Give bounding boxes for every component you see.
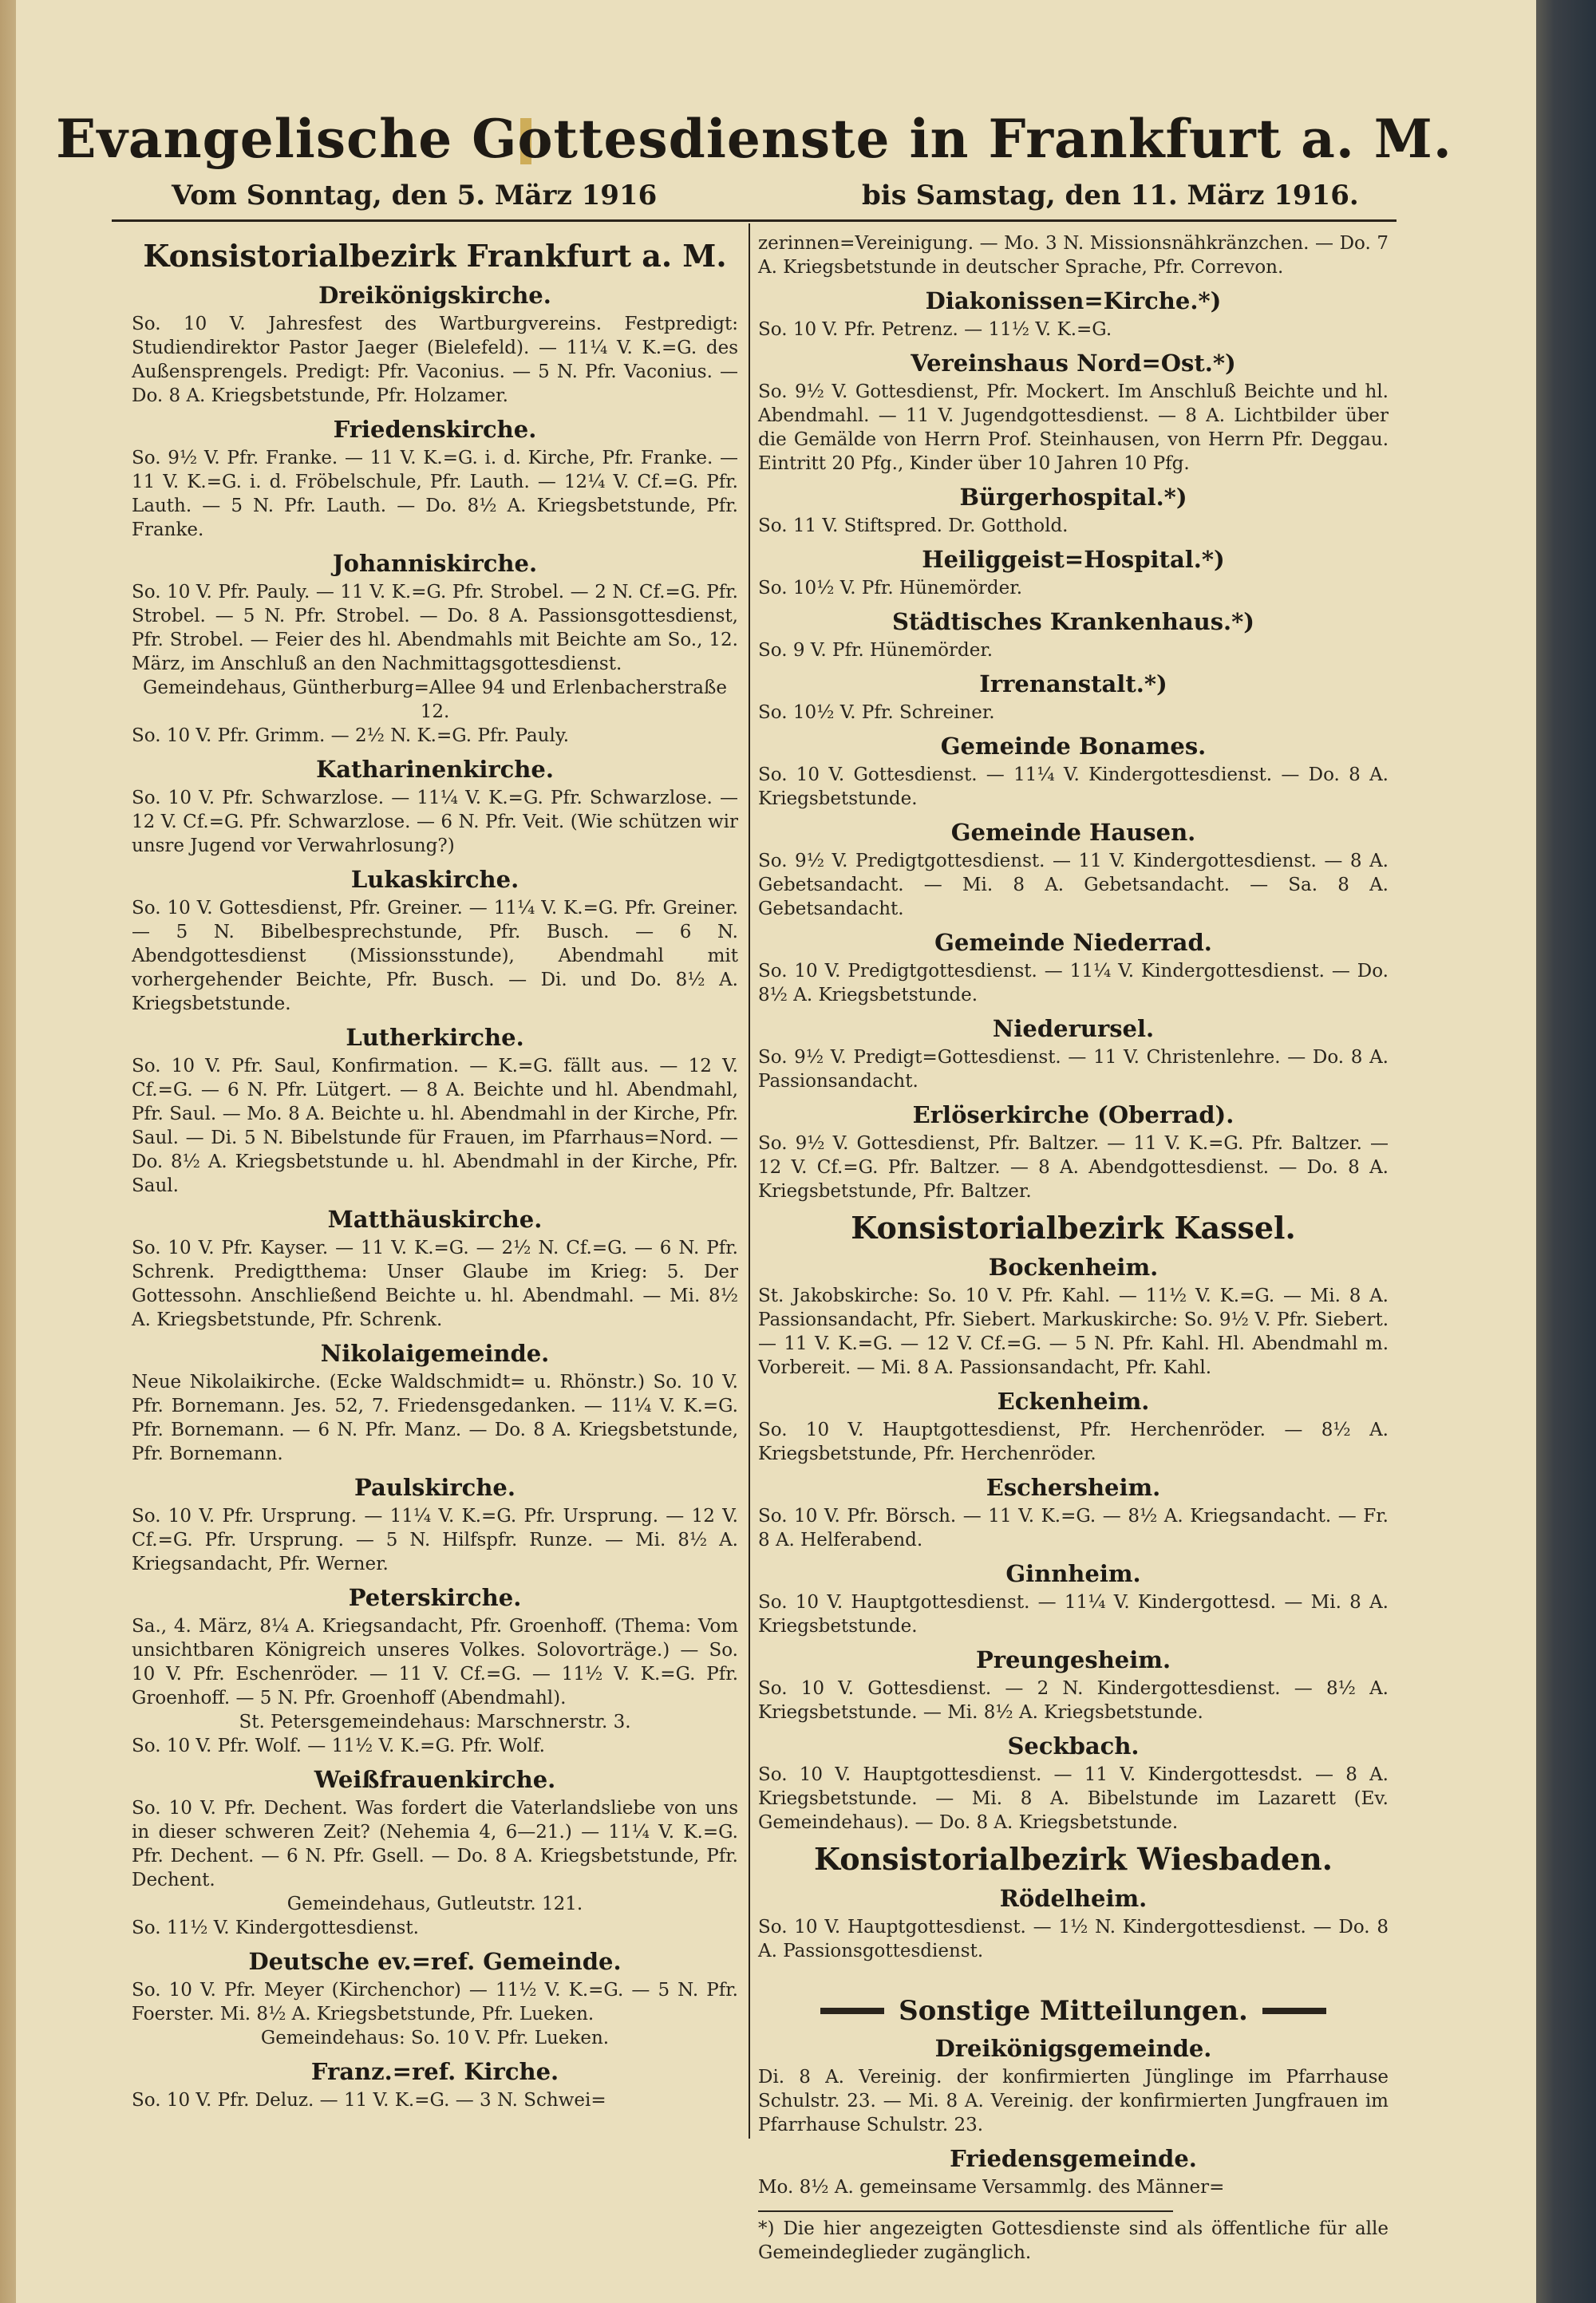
church-heading: Eschersheim. bbox=[986, 1474, 1161, 1501]
service-entry: So. 9 V. Pfr. Hünemörder. bbox=[758, 640, 994, 661]
service-entry: zerinnen=Vereinigung. — Mo. 3 N. Missionsnähkränzchen. — Do. 7 A. Kriegsbetstunde in deutscher Sprache, Pfr. Correvon. bbox=[758, 233, 1389, 278]
service-entry: So. 9½ V. Gottesdienst, Pfr. Baltzer. — 11 V. K.=G. Pfr. Baltzer. — 12 V. Cf.=G. Pfr. Baltzer. — 8 A. Abendgottesdienst. — Do. 8 A. Kriegsbetstunde, Pfr. Baltzer. bbox=[758, 1133, 1389, 1202]
service-entry: So. 9½ V. Predigt=Gottesdienst. — 11 V. Christenlehre. — Do. 8 A. Passionsandacht. bbox=[758, 1047, 1389, 1092]
service-entry: So. 10 V. Hauptgottesdienst. — 1½ N. Kindergottesdienst. — Do. 8 A. Passionsgottesdienst. bbox=[758, 1917, 1389, 1961]
service-entry: So. 10 V. Jahresfest des Wartburgvereins. Festpredigt: Studiendirektor Pastor Jaeger (Bielefeld). — 11¼ V. K.=G. des Außensprengels. Predigt: Pfr. Vaconius. — 5 N. Pfr. Vaconius. — Do. 8 A. Kriegsbetstunde, Pfr. Holzamer. bbox=[132, 314, 738, 406]
church-heading: Franz.=ref. Kirche. bbox=[310, 2058, 559, 2085]
church-heading: Rödelheim. bbox=[999, 1885, 1148, 1912]
service-entry: St. Jakobskirche: So. 10 V. Pfr. Kahl. — 11½ V. K.=G. — Mi. 8 A. Passionsandacht, Pfr. Siebert. Markuskirche: So. 9½ V. Pfr. Siebert. — 11 V. K.=G. — 12 V. Cf.=G. — 5 N. Pfr. Kahl. Hl. Abendmahl m. Vorbereit. — Mi. 8 A. Passionsandacht, Pfr. Kahl. bbox=[758, 1286, 1389, 1378]
service-entry: So. 10 V. Pfr. Börsch. — 11 V. K.=G. — 8½ A. Kriegsandacht. — Fr. 8 A. Helferabend. bbox=[758, 1506, 1389, 1550]
church-heading: Seckbach. bbox=[1007, 1732, 1140, 1760]
church-heading: Preungesheim. bbox=[975, 1646, 1171, 1673]
service-entry: Neue Nikolaikirche. (Ecke Waldschmidt= u. Rhönstr.) So. 10 V. Pfr. Bornemann. Jes. 52, 7. Friedensgedanken. — 11¼ V. K.=G. Pfr. Bornemann. — 6 N. Pfr. Manz. — Do. 8 A. Kriegsbetstunde, Pfr. Bornemann. bbox=[132, 1372, 738, 1464]
church-heading: Deutsche ev.=ref. Gemeinde. bbox=[248, 1948, 622, 1975]
service-entry: So. 10 V. Pfr. Ursprung. — 11¼ V. K.=G. Pfr. Ursprung. — 12 V. Cf.=G. Pfr. Ursprung. — 5 N. Hilfspfr. Runze. — Mi. 8½ A. Kriegsandacht, Pfr. Werner. bbox=[132, 1506, 738, 1574]
footnote: *) Die hier angezeigten Gottesdienste sind als öffentliche für alle Gemeindeglieder zugänglich. bbox=[758, 2218, 1389, 2263]
church-heading: Bürgerhospital.*) bbox=[959, 484, 1187, 511]
service-entry: So. 10 V. Pfr. Deluz. — 11 V. K.=G. — 3 N. Schwei= bbox=[132, 2090, 606, 2111]
church-heading: Gemeinde Hausen. bbox=[950, 819, 1196, 846]
church-heading: Vereinshaus Nord=Ost.*) bbox=[911, 350, 1236, 377]
service-entry: Di. 8 A. Vereinig. der konfirmierten Jünglinge im Pfarrhause Schulstr. 23. — Mi. 8 A. Vereinig. der konfirmierten Jungfrauen im Pfarrhause Schulstr. 23. bbox=[758, 2067, 1389, 2135]
service-entry: So. 10 V. Hauptgottesdienst. — 11 V. Kindergottesdst. — 8 A. Kriegsbetstunde. — Mi. 8 A. Bibelstunde im Lazarett (Ev. Gemeindehaus). — Do. 8 A. Kriegsbetstunde. bbox=[758, 1764, 1389, 1833]
service-entry: So. 10 V. Gottesdienst, Pfr. Greiner. — 11¼ V. K.=G. Pfr. Greiner. — 5 N. Bibelbesprechstunde, Pfr. Busch. — 6 N. Abendgottesdienst (Missionsstunde), Abendmahl mit vorhergehender Beichte, Pfr. Busch. — Di. und Do. 8½ A. Kriegsbetstunde. bbox=[132, 898, 738, 1014]
service-entry: So. 10 V. Predigtgottesdienst. — 11¼ V. Kindergottesdienst. — Do. 8½ A. Kriegsbetstunde. bbox=[758, 961, 1389, 1005]
service-entry: So. 10 V. Pfr. Wolf. — 11½ V. K.=G. Pfr. Wolf. bbox=[132, 1736, 545, 1756]
district-heading: Konsistorialbezirk Kassel. bbox=[851, 1210, 1296, 1246]
church-heading: Weißfrauenkirche. bbox=[314, 1766, 556, 1793]
church-heading: Friedensgemeinde. bbox=[950, 2145, 1197, 2172]
church-heading: Dreikönigskirche. bbox=[318, 282, 551, 309]
date-from: Vom Sonntag, den 5. März 1916 bbox=[172, 180, 658, 211]
service-entry: So. 10 V. Gottesdienst. — 11¼ V. Kindergottesdienst. — Do. 8 A. Kriegsbetstunde. bbox=[758, 764, 1389, 809]
heading-bar bbox=[820, 2008, 884, 2014]
church-heading: Katharinenkirche. bbox=[316, 756, 554, 783]
service-entry: So. 9½ V. Pfr. Franke. — 11 V. K.=G. i. d. Kirche, Pfr. Franke. — 11 V. K.=G. i. d. Fröbelschule, Pfr. Lauth. — 12¼ V. Cf.=G. Pfr. Lauth. — 5 N. Pfr. Lauth. — Do. 8½ A. Kriegsbetstunde, Pfr. Franke. bbox=[132, 448, 738, 540]
header-rule bbox=[112, 219, 1396, 222]
church-heading: Paulskirche. bbox=[354, 1474, 516, 1501]
location-line: Gemeindehaus, Gutleutstr. 121. bbox=[286, 1894, 583, 1914]
service-entry: So. 10 V. Pfr. Kayser. — 11 V. K.=G. — 2½ N. Cf.=G. — 6 N. Pfr. Schrenk. Predigtthema: Unser Glaube im Krieg: 5. Der Gottessohn. Anschließend Beichte u. hl. Abendmahl. — Mi. 8½ A. Kriegsbetstunde, Pfr. Schrenk. bbox=[132, 1238, 738, 1330]
church-heading: Friedenskirche. bbox=[333, 416, 537, 443]
district-heading: Konsistorialbezirk Frankfurt a. M. bbox=[143, 238, 727, 274]
service-entry: So. 10½ V. Pfr. Hünemörder. bbox=[758, 578, 1023, 598]
church-heading: Ginnheim. bbox=[1005, 1560, 1141, 1587]
church-heading: Lutherkirche. bbox=[346, 1024, 524, 1051]
left-column bbox=[132, 231, 738, 2112]
church-heading: Matthäuskirche. bbox=[327, 1206, 543, 1233]
location-line: Gemeindehaus, Güntherburg=Allee 94 und Erlenbacherstraße 12. bbox=[143, 677, 727, 722]
church-heading: Gemeinde Bonames. bbox=[940, 733, 1207, 760]
church-heading: Irrenanstalt.*) bbox=[979, 670, 1167, 697]
date-to: bis Samstag, den 11. März 1916. bbox=[862, 180, 1359, 211]
church-heading: Bockenheim. bbox=[988, 1254, 1159, 1281]
heading-bar bbox=[1262, 2008, 1326, 2014]
church-heading: Eckenheim. bbox=[997, 1388, 1150, 1415]
service-entry: So. 10 V. Pfr. Grimm. — 2½ N. K.=G. Pfr. Pauly. bbox=[132, 725, 570, 746]
church-heading: Nikolaigemeinde. bbox=[320, 1340, 550, 1367]
book-spine bbox=[1536, 0, 1596, 2303]
sonstige-title: Sonstige Mitteilungen. bbox=[899, 1995, 1248, 2027]
service-entry: So. 9½ V. Gottesdienst, Pfr. Mockert. Im Anschluß Beichte und hl. Abendmahl. — 11 V. Jugendgottesdienst. — 8 A. Lichtbilder über die Gemälde von Herrn Prof. Steinhausen, von Herrn Pfr. Deggau. Eintritt 20 Pfg., Kinder über 10 Jahren 10 Pfg. bbox=[758, 381, 1389, 474]
service-entry: So. 10½ V. Pfr. Schreiner. bbox=[758, 702, 995, 723]
church-heading: Niederursel. bbox=[992, 1015, 1155, 1042]
service-entry: So. 10 V. Pfr. Petrenz. — 11½ V. K.=G. bbox=[758, 319, 1112, 340]
service-entry: So. 10 V. Pfr. Saul, Konfirmation. — K.=G. fällt aus. — 12 V. Cf.=G. — 6 N. Pfr. Lütgert. — 8 A. Beichte und hl. Abendmahl, Pfr. Saul. — Mo. 8 A. Beichte u. hl. Abendmahl in der Kirche, Pfr. Saul. — Di. 5 N. Bibelstunde für Frauen, im Pfarrhaus=Nord. — Do. 8½ A. Kriegsbetstunde u. hl. Abendmahl in der Kirche, Pfr. Saul. bbox=[132, 1056, 738, 1196]
service-entry: So. 10 V. Gottesdienst. — 2 N. Kindergottesdienst. — 8½ A. Kriegsbetstunde. — Mi. 8½ A. Kriegsbetstunde. bbox=[758, 1678, 1389, 1723]
right-column bbox=[758, 231, 1389, 2265]
column-divider bbox=[749, 223, 750, 2139]
location-line: St. Petersgemeindehaus: Marschnerstr. 3. bbox=[239, 1712, 631, 1732]
sonstige-list bbox=[758, 2035, 1389, 2199]
church-heading: Lukaskirche. bbox=[350, 866, 519, 893]
service-entry: So. 9½ V. Predigtgottesdienst. — 11 V. Kindergottesdienst. — 8 A. Gebetsandacht. — Mi. 8 A. Gebetsandacht. — Sa. 8 A. Gebetsandacht. bbox=[758, 851, 1389, 919]
service-entry: So. 10 V. Hauptgottesdienst. — 11¼ V. Kindergottesd. — Mi. 8 A. Kriegsbetstunde. bbox=[758, 1592, 1389, 1637]
district-heading: Konsistorialbezirk Wiesbaden. bbox=[814, 1841, 1333, 1877]
service-entry: So. 11 V. Stiftspred. Dr. Gotthold. bbox=[758, 516, 1069, 536]
service-entry: So. 11½ V. Kindergottesdienst. bbox=[132, 1918, 419, 1938]
sonstige-heading bbox=[758, 1995, 1389, 2027]
church-heading: Heiliggeist=Hospital.*) bbox=[922, 546, 1225, 573]
service-entry: So. 10 V. Hauptgottesdienst, Pfr. Herchenröder. — 8½ A. Kriegsbetstunde, Pfr. Herchenröder. bbox=[758, 1420, 1389, 1464]
service-entry: Mo. 8½ A. gemeinsame Versammlg. des Männer= bbox=[758, 2177, 1225, 2198]
church-heading: Gemeinde Niederrad. bbox=[934, 929, 1212, 956]
service-entry: Sa., 4. März, 8¼ A. Kriegsandacht, Pfr. Groenhoff. (Thema: Vom unsichtbaren Königreich unseres Volkes. Solovorträge.) — So. 10 V. Pfr. Eschenröder. — 11 V. Cf.=G. — 11½ V. K.=G. Pfr. Groenhoff. — 5 N. Pfr. Groenhoff (Abendmahl). bbox=[132, 1616, 738, 1708]
service-entry: So. 10 V. Pfr. Schwarzlose. — 11¼ V. K.=G. Pfr. Schwarzlose. — 12 V. Cf.=G. Pfr. Schwarzlose. — 6 N. Pfr. Veit. (Wie schützen wir unsre Jugend vor Verwahrlosung?) bbox=[132, 788, 738, 856]
page-title: Evangelische Gottesdienste in Frankfurt a. M. bbox=[56, 108, 1452, 170]
church-heading: Johanniskirche. bbox=[332, 550, 538, 577]
church-heading: Erlöserkirche (Oberrad). bbox=[912, 1101, 1235, 1128]
service-entry: So. 10 V. Pfr. Meyer (Kirchenchor) — 11½ V. K.=G. — 5 N. Pfr. Foerster. Mi. 8½ A. Kriegsbetstunde, Pfr. Lueken. bbox=[132, 1980, 738, 2025]
church-heading: Städtisches Krankenhaus.*) bbox=[891, 608, 1255, 635]
church-heading: Diakonissen=Kirche.*) bbox=[925, 287, 1222, 314]
right-column-list bbox=[758, 231, 1389, 1963]
church-heading: Peterskirche. bbox=[348, 1584, 522, 1611]
location-line: Gemeindehaus: So. 10 V. Pfr. Lueken. bbox=[260, 2028, 610, 2048]
church-heading: Dreikönigsgemeinde. bbox=[934, 2035, 1212, 2062]
service-entry: So. 10 V. Pfr. Pauly. — 11 V. K.=G. Pfr. Strobel. — 2 N. Cf.=G. Pfr. Strobel. — 5 N. Pfr. Strobel. — Do. 8 A. Passionsgottesdienst, Pfr. Strobel. — Feier des hl. Abendmahls mit Beichte am So., 12. März, im Anschluß an den Nachmittagsgottesdienst. bbox=[132, 582, 738, 674]
service-entry: So. 10 V. Pfr. Dechent. Was fordert die Vaterlandsliebe von uns in dieser schweren Zeit? (Nehemia 4, 6—21.) — 11¼ V. K.=G. Pfr. Dechent. — 6 N. Pfr. Gsell. — Do. 8 A. Kriegsbetstunde, Pfr. Dechent. bbox=[132, 1798, 738, 1890]
footnote-rule bbox=[758, 2210, 1173, 2212]
